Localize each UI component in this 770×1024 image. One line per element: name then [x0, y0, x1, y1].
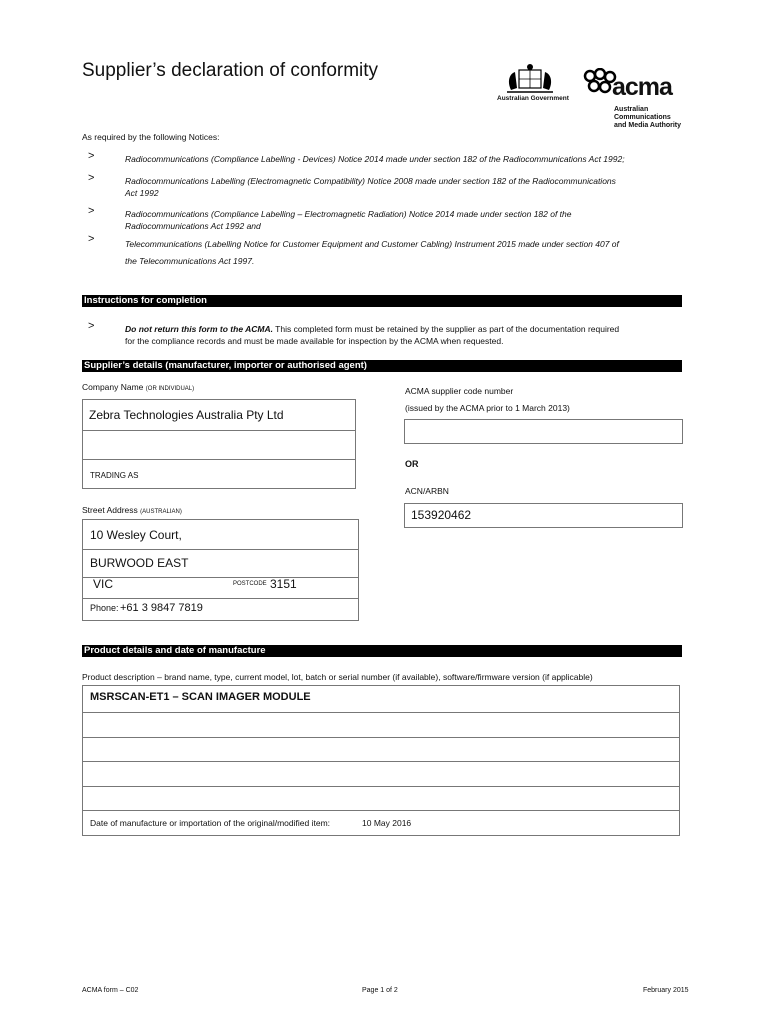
product-name-value: MSRSCAN-ET1 – SCAN IMAGER MODULE	[90, 691, 311, 703]
trading-as-field[interactable]	[83, 460, 355, 488]
notice-line-2: the Telecommunications Act 1997.	[125, 256, 255, 266]
footer-form-id: ACMA form – C02	[82, 987, 139, 994]
trading-as-label: TRADING AS	[90, 471, 139, 480]
acn-label: ACN/ARBN	[405, 486, 449, 496]
supplier-heading: Supplier’s details (manufacturer, importer or authorised agent)	[82, 360, 682, 372]
intro-text: As required by the following Notices:	[82, 132, 220, 142]
notice-line-1: Radiocommunications Labelling (Electromagnetic Compatibility) Notice 2008 made under section 182 of the Radiocommunications	[125, 176, 616, 186]
instructions-bold: Do not return this form to the ACMA.	[125, 324, 273, 334]
notice-line-2: Act 1992	[125, 188, 159, 198]
chevron-right-icon: >	[88, 233, 95, 245]
instructions-line-2: for the compliance records and must be made available for inspection by the ACMA when requested.	[125, 336, 504, 346]
product-line-4-field[interactable]	[83, 761, 679, 787]
australian-government-logo	[497, 62, 569, 104]
footer-date: February 2015	[643, 987, 689, 994]
acma-code-field[interactable]	[404, 419, 683, 444]
product-line-2-field[interactable]	[83, 712, 679, 738]
acn-field[interactable]	[404, 503, 683, 528]
notice-line-1: Telecommunications (Labelling Notice for Customer Equipment and Customer Cabling) Instrument 2015 made under section 407 of	[125, 239, 619, 249]
state-postcode-field[interactable]	[83, 577, 358, 599]
company-block	[82, 399, 356, 489]
manufacture-date-value: 10 May 2016	[362, 818, 412, 828]
page-title: Supplier’s declaration of conformity	[82, 60, 379, 81]
or-label: OR	[405, 459, 419, 469]
company-name-label	[82, 382, 194, 392]
company-label-note: (OR INDIVIDUAL)	[145, 386, 195, 392]
product-line-5-field[interactable]	[83, 786, 679, 811]
street-line-1-field[interactable]	[83, 520, 358, 550]
company-label-text: Company Name	[82, 382, 144, 392]
company-name-field[interactable]	[82, 399, 356, 431]
acma-code-note: (issued by the ACMA prior to 1 March 2013)	[405, 403, 570, 413]
product-line-3-field[interactable]	[83, 737, 679, 762]
acma-logo	[582, 68, 692, 130]
product-desc-label: Product description – brand name, type, current model, lot, batch or serial number (if available), software/firmware version (if applicable)	[82, 672, 593, 682]
product-block	[82, 685, 680, 836]
notice-text	[125, 236, 685, 270]
notice-line-2: Radiocommunications Act 1992 and	[125, 221, 261, 231]
postcode-label: POSTCODE	[233, 581, 267, 587]
product-line-1-field[interactable]	[83, 686, 679, 713]
notice-line-1: Radiocommunications (Compliance Labelling - Devices) Notice 2014 made under section 182 of the Radiocommunications Act 1992;	[125, 154, 625, 164]
phone-label: Phone:	[90, 603, 119, 613]
street-line-1-value: 10 Wesley Court,	[90, 528, 182, 542]
notice-text	[125, 175, 685, 199]
manufacture-date-label: Date of manufacture or importation of the original/modified item:	[90, 818, 331, 828]
phone-value: +61 3 9847 7819	[120, 602, 203, 614]
chevron-right-icon: >	[88, 320, 95, 332]
coat-of-arms-icon	[497, 62, 569, 96]
company-name-field-2[interactable]	[82, 430, 356, 460]
chevron-right-icon: >	[88, 172, 95, 184]
state-value: VIC	[93, 577, 114, 591]
instructions-text	[125, 323, 685, 347]
street-address-label	[82, 505, 182, 515]
acma-sub-2: Communications	[614, 114, 671, 121]
instructions-heading: Instructions for completion	[82, 295, 682, 307]
chevron-right-icon: >	[88, 205, 95, 217]
phone-field[interactable]	[83, 598, 358, 620]
notice-text	[125, 208, 685, 232]
product-heading: Product details and date of manufacture	[82, 645, 682, 657]
chevron-right-icon: >	[88, 150, 95, 162]
postcode-value: 3151	[270, 577, 297, 591]
footer-page-number: Page 1 of 2	[362, 987, 398, 994]
acma-wordmark: acma	[612, 73, 672, 101]
address-block	[82, 519, 359, 621]
instructions-line-1-text: This completed form must be retained by the supplier as part of the documentation required	[275, 324, 620, 334]
gov-logo-text: Australian Government	[497, 95, 569, 102]
company-name-value: Zebra Technologies Australia Pty Ltd	[89, 408, 284, 422]
notice-line-1: Radiocommunications (Compliance Labelling – Electromagnetic Radiation) Notice 2014 made under section 182 of the	[125, 209, 572, 219]
street-line-2-value: BURWOOD EAST	[90, 556, 189, 570]
acn-value: 153920462	[411, 508, 472, 522]
notice-text	[125, 153, 685, 165]
street-label-note: (AUSTRALIAN)	[140, 509, 182, 515]
acma-sub-1: Australian	[614, 106, 649, 113]
acma-sub-3: and Media Authority	[614, 122, 682, 129]
street-line-2-field[interactable]	[83, 549, 358, 578]
street-label-text: Street Address	[82, 505, 138, 515]
manufacture-date-field[interactable]	[83, 810, 679, 835]
instructions-line-1	[125, 323, 685, 335]
acma-code-label: ACMA supplier code number	[405, 386, 514, 396]
